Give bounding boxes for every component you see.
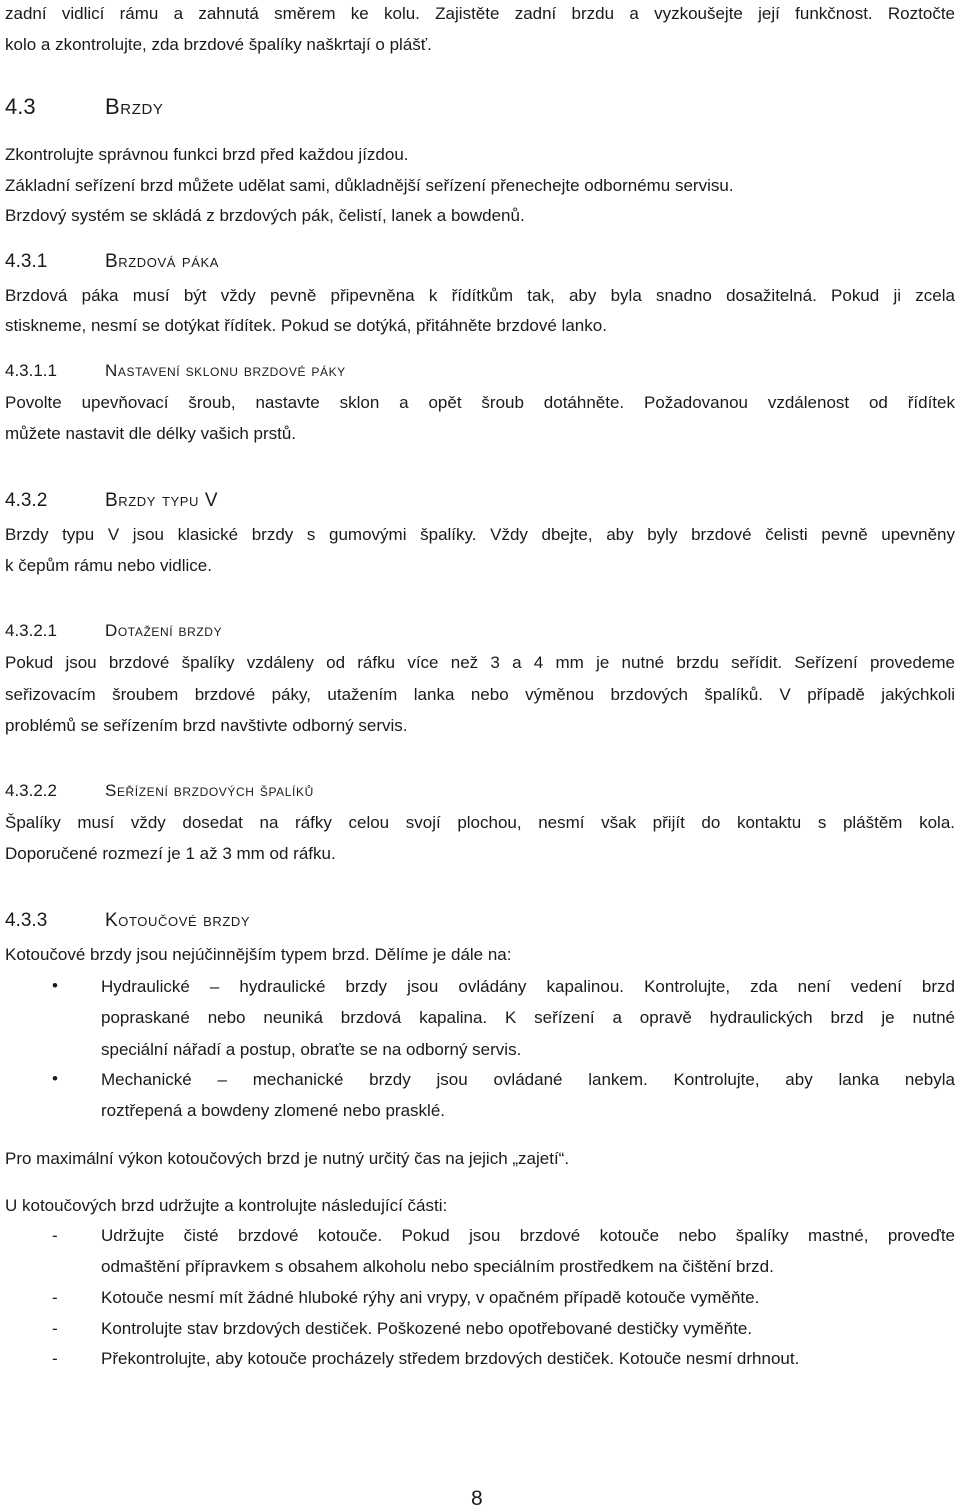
heading-4-3 [5,94,164,120]
dash-item-line: Překontrolujte, aby kotouče procházely středem brzdových destiček. Kotouče nesmí drhnout. [101,1349,800,1368]
heading-4-3-2-1 [5,621,223,641]
heading-4-3-1-1 [5,361,346,381]
dash-item-line: Udržujte čisté brzdové kotouče. Pokud jsou brzdové kotouče nebo špalíky mastné, proveďte [101,1226,955,1245]
bullet-item-line: Hydraulické – hydraulické brzdy jsou ovládány kapalinou. Kontrolujte, zda není vedení brzd [101,977,955,996]
paragraph-line: problémů se seřízením brzd navštivte odborný servis. [5,716,408,735]
heading-number: 4.3.2.1 [5,621,57,640]
paragraph-line: Povolte upevňovací šroub, nastavte sklon a opět šroub dotáhněte. Požadovanou vzdálenost od řídítek [5,393,955,412]
heading-4-3-3 [5,910,251,932]
heading-4-3-1 [5,251,220,273]
paragraph-line: Brzdová páka musí být vždy pevně připevněna k řídítkům tak, aby byla snadno dosažitelná. Pokud ji zcela [5,286,955,305]
heading-4-3-2 [5,490,219,512]
dash-item-line: Kotouče nesmí mít žádné hluboké rýhy ani vrypy, v opačném případě kotouče vyměňte. [101,1288,760,1307]
paragraph-line: Doporučené rozmezí je 1 až 3 mm od ráfku. [5,844,336,863]
heading-title: Brzdová páka [105,251,220,272]
heading-title: Brzdy [105,94,164,119]
dash-marker: - [52,1349,58,1368]
intro-text-line: zadní vidlicí rámu a zahnutá směrem ke kolu. Zajistěte zadní brzdu a vyzkoušejte její funkčnost. Roztočte [5,4,955,23]
bullet-item-line: roztřepená a bowdeny zlomené nebo prasklé. [101,1101,445,1120]
paragraph-line: stiskneme, nesmí se dotýkat řídítek. Pokud se dotýká, přitáhněte brzdové lanko. [5,316,607,335]
page-number: 8 [471,1487,483,1510]
paragraph-line: můžete nastavit dle délky vašich prstů. [5,424,297,443]
heading-title: Seřízení brzdových špalíků [105,781,314,800]
heading-title: Brzdy typu V [105,490,219,511]
paragraph-line: Základní seřízení brzd můžete udělat sami, důkladnější seřízení přenechejte odbornému servisu. [5,176,734,195]
paragraph-line: k čepům rámu nebo vidlice. [5,556,212,575]
paragraph-line: Brzdy typu V jsou klasické brzdy s gumovými špalíky. Vždy dbejte, aby byly brzdové čelisti pevně upevněny [5,525,955,544]
heading-number: 4.3.1 [5,251,48,272]
heading-number: 4.3.2 [5,490,48,511]
bullet-marker: • [52,1069,58,1088]
heading-number: 4.3 [5,94,36,119]
paragraph-line: Špalíky musí vždy dosedat na ráfky celou svojí plochou, nesmí však přijít do kontaktu s pláštěm kola. [5,813,955,832]
dash-item-line: odmaštění přípravkem s obsahem alkoholu nebo speciálním prostředkem na čištění brzd. [101,1257,774,1276]
bullet-item-line: popraskané nebo neuniká brzdová kapalina. K seřízení a opravě hydraulických brzd je nutné [101,1008,955,1027]
paragraph-line: seřizovacím šroubem brzdové páky, utažením lanka nebo výměnou brzdových špalíků. V případě jakýchkoli [5,685,955,704]
paragraph-line: Pokud jsou brzdové špalíky vzdáleny od ráfku více než 3 a 4 mm je nutné brzdu seřídit. Seřízení provedeme [5,653,955,672]
bullet-marker: • [52,976,58,995]
heading-4-3-2-2 [5,781,314,801]
paragraph-line: Zkontrolujte správnou funkci brzd před každou jízdou. [5,145,409,164]
paragraph-line: Kotoučové brzdy jsou nejúčinnějším typem brzd. Dělíme je dále na: [5,945,512,964]
bullet-item-line: Mechanické – mechanické brzdy jsou ovládané lankem. Kontrolujte, aby lanka nebyla [101,1070,955,1089]
dash-marker: - [52,1226,58,1245]
bullet-item-line: speciální nářadí a postup, obraťte se na odborný servis. [101,1040,522,1059]
heading-number: 4.3.1.1 [5,361,57,380]
heading-title: Kotoučové brzdy [105,910,251,931]
dash-marker: - [52,1319,58,1338]
heading-number: 4.3.3 [5,910,48,931]
heading-title: Nastavení sklonu brzdové páky [105,361,346,380]
paragraph-line: Brzdový systém se skládá z brzdových pák, čelistí, lanek a bowdenů. [5,206,525,225]
intro-text-line: kolo a zkontrolujte, zda brzdové špalíky naškrtají o plášť. [5,35,432,54]
dash-item-line: Kontrolujte stav brzdových destiček. Poškozené nebo opotřebované destičky vyměňte. [101,1319,753,1338]
heading-title: Dotažení brzdy [105,621,223,640]
heading-number: 4.3.2.2 [5,781,57,800]
paragraph-line: U kotoučových brzd udržujte a kontrolujte následující části: [5,1196,448,1215]
dash-marker: - [52,1288,58,1307]
paragraph-line: Pro maximální výkon kotoučových brzd je nutný určitý čas na jejich „zajetí“. [5,1149,570,1168]
